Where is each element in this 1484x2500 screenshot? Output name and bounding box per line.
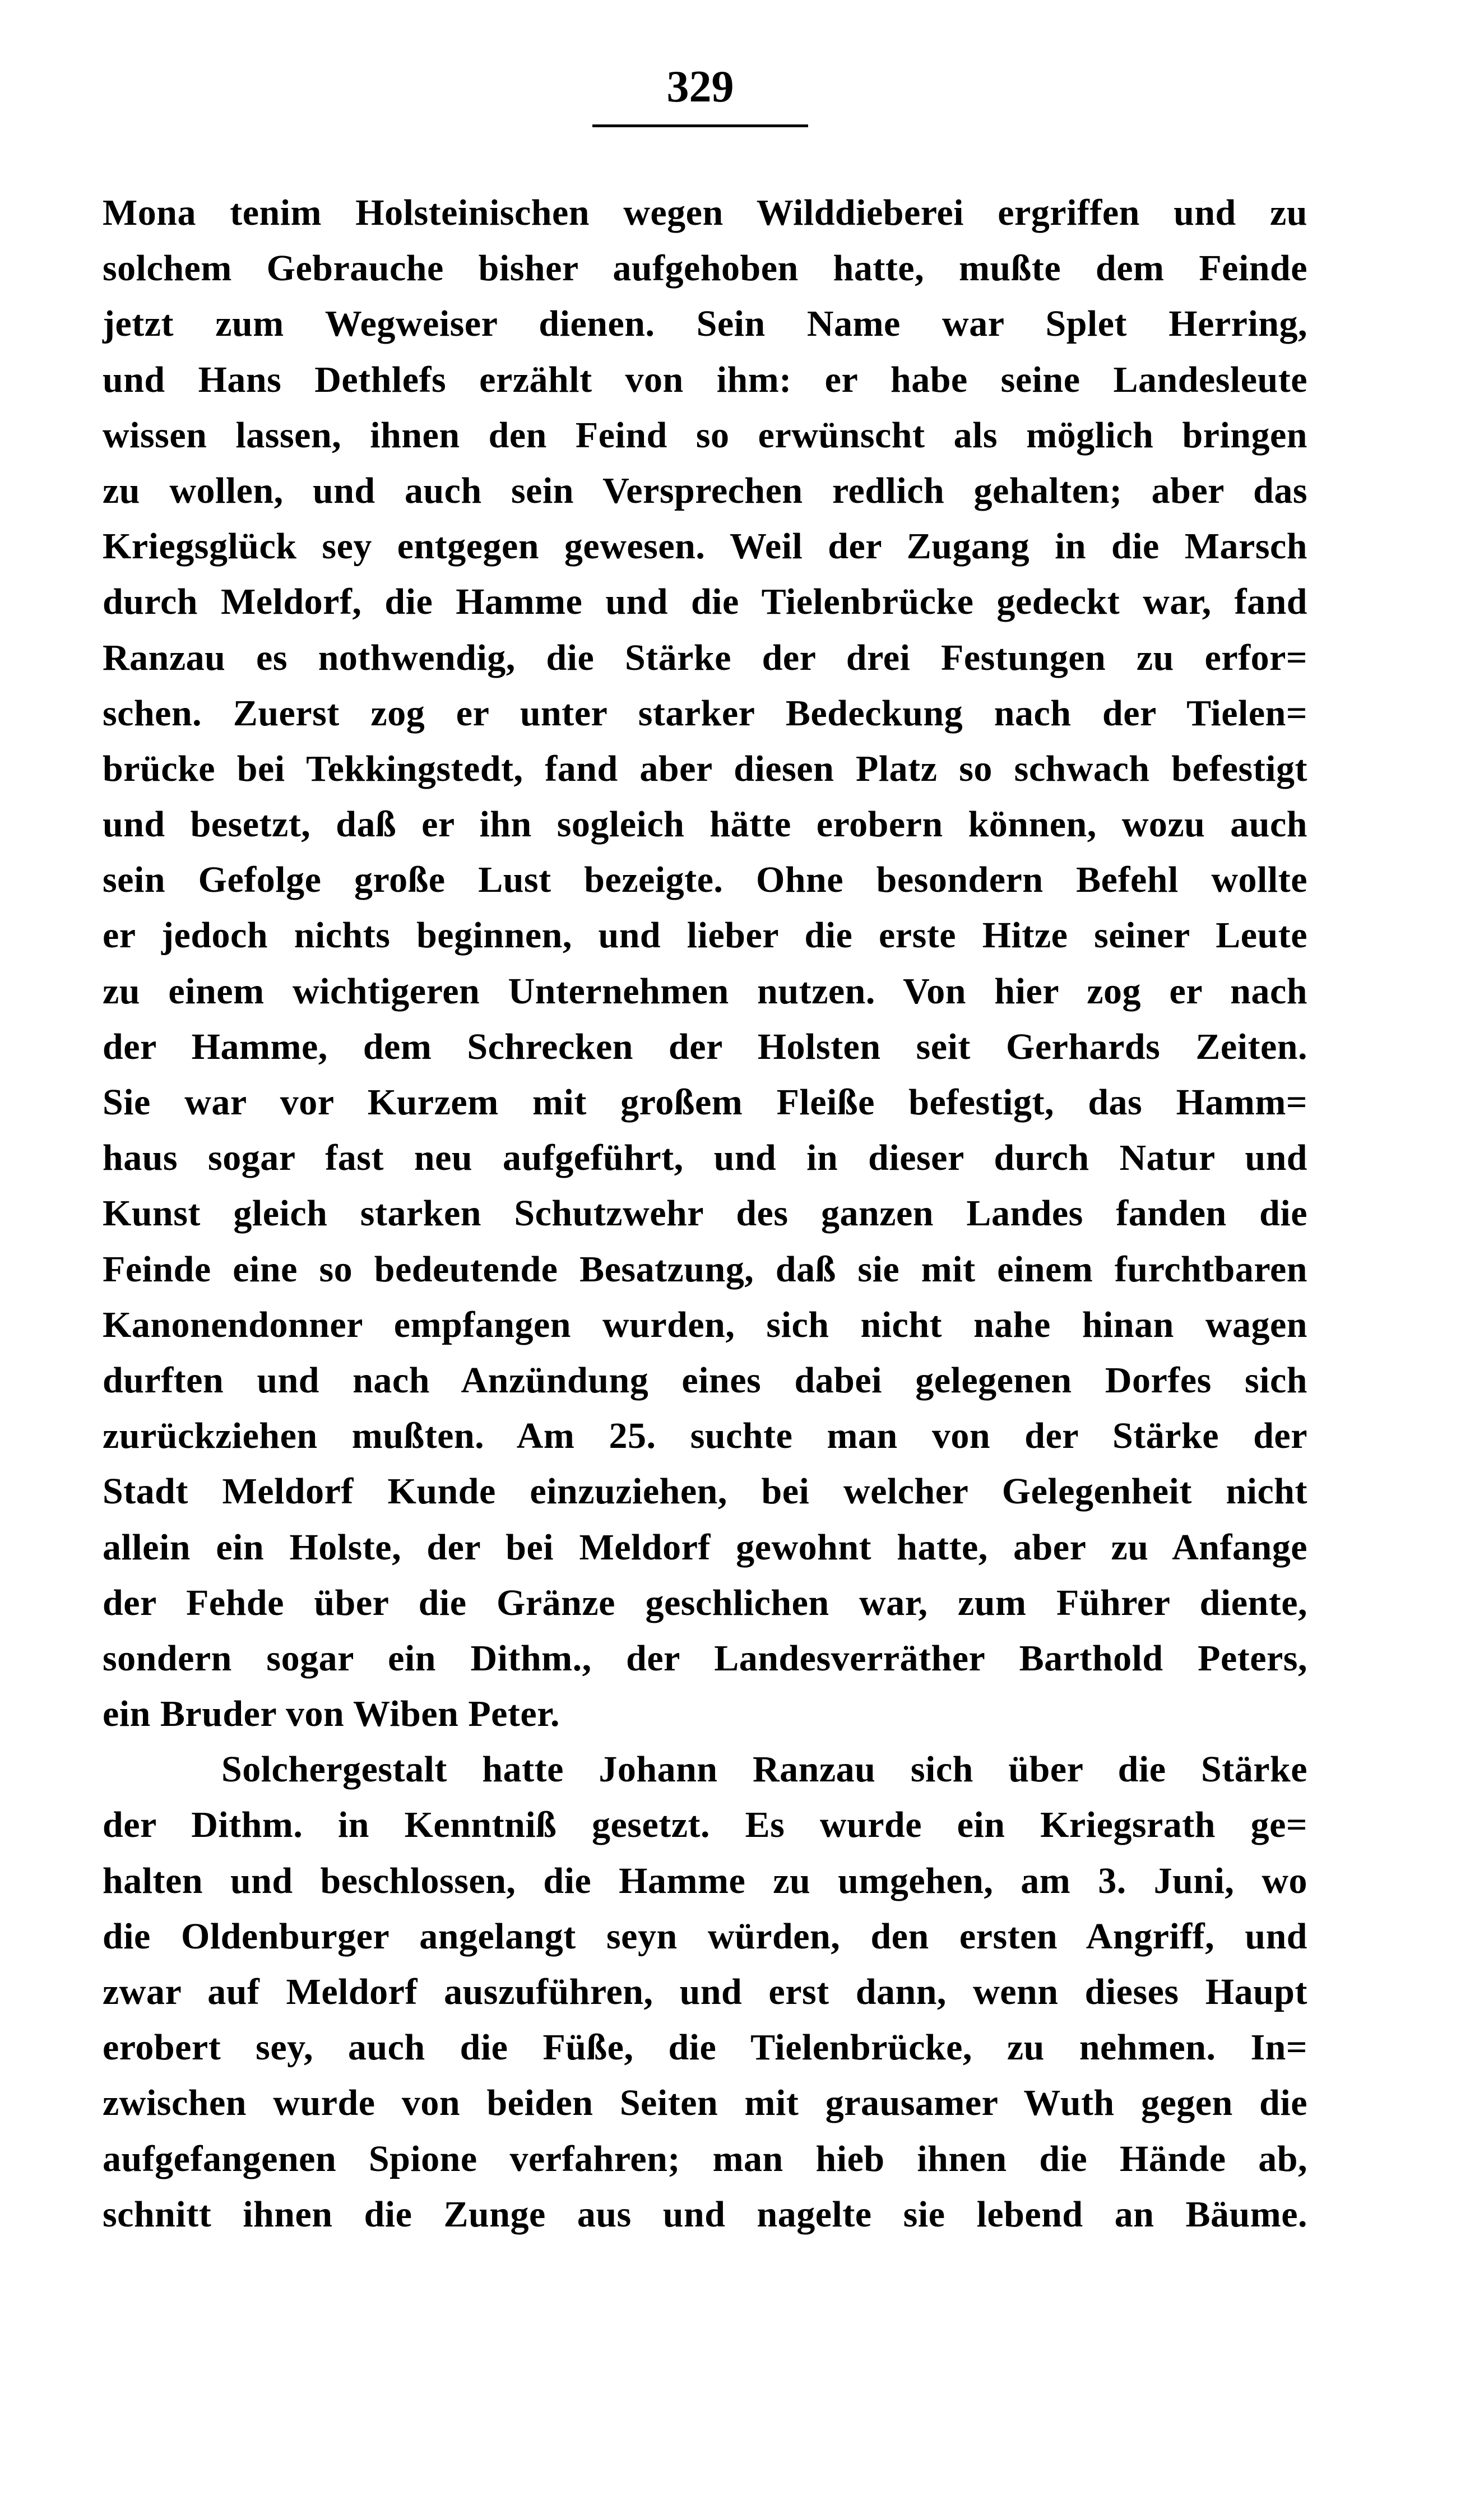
- paragraph-1: [103, 185, 1307, 1742]
- text-line: durften und nach Anzündung eines dabei gelegenen Dorfes sich: [103, 1359, 1307, 1401]
- text-line: jetzt zum Wegweiser dienen. Sein Name war Splet Herring,: [103, 303, 1307, 345]
- text-line: erobert sey, auch die Füße, die Tielenbrücke, zu nehmen. In=: [103, 2027, 1307, 2068]
- text-line: haus sogar fast neu aufgeführt, und in dieser durch Natur und: [103, 1137, 1307, 1179]
- text-line: sein Gefolge große Lust bezeigte. Ohne besondern Befehl wollte: [103, 859, 1307, 901]
- header-rule: [592, 124, 808, 127]
- text-line: Kanonendonner empfangen wurden, sich nicht nahe hinan wagen: [103, 1304, 1307, 1345]
- text-line: aufgefangenen Spione verfahren; man hieb ihnen die Hände ab,: [103, 2138, 1307, 2179]
- text-line: schen. Zuerst zog er unter starker Bedeckung nach der Tielen=: [103, 692, 1307, 734]
- paragraph-2: [103, 1742, 1307, 2242]
- text-line: solchem Gebrauche bisher aufgehoben hatte, mußte dem Feinde: [103, 248, 1307, 289]
- text-line: zurückziehen mußten. Am 25. suchte man von der Stärke der: [103, 1415, 1307, 1457]
- text-line: Mona tenim Holsteinischen wegen Wilddieberei ergriffen und zu: [103, 192, 1307, 233]
- text-line: Solchergestalt hatte Johann Ranzau sich über die Stärke: [221, 1749, 1307, 1790]
- text-line: und besetzt, daß er ihn sogleich hätte erobern können, wozu auch: [103, 804, 1307, 845]
- text-line: er jedoch nichts beginnen, und lieber die erste Hitze seiner Leute: [103, 915, 1307, 956]
- text-line: und Hans Dethlefs erzählt von ihm: er habe seine Landesleute: [103, 359, 1307, 400]
- text-line: sondern sogar ein Dithm., der Landesverräther Barthold Peters,: [103, 1637, 1307, 1679]
- text-line: zwar auf Meldorf auszuführen, und erst dann, wenn dieses Haupt: [103, 1971, 1307, 2012]
- text-line: der Fehde über die Gränze geschlichen war, zum Führer diente,: [103, 1582, 1307, 1623]
- text-line: Sie war vor Kurzem mit großem Fleiße befestigt, das Hamm=: [103, 1082, 1307, 1123]
- text-line: halten und beschlossen, die Hamme zu umgehen, am 3. Juni, wo: [103, 1860, 1307, 1901]
- page-number: 329: [666, 62, 734, 112]
- text-line: die Oldenburger angelangt seyn würden, den ersten Angriff, und: [103, 1915, 1307, 1957]
- text-line: Feinde eine so bedeutende Besatzung, daß sie mit einem furchtbaren: [103, 1248, 1307, 1290]
- text-line: zu wollen, und auch sein Versprechen redlich gehalten; aber das: [103, 470, 1307, 511]
- text-line: zwischen wurde von beiden Seiten mit grausamer Wuth gegen die: [103, 2082, 1307, 2124]
- text-line: Kriegsglück sey entgegen gewesen. Weil der Zugang in die Marsch: [103, 526, 1307, 567]
- text-line: Ranzau es nothwendig, die Stärke der drei Festungen zu erfor=: [103, 637, 1307, 678]
- text-line: zu einem wichtigeren Unternehmen nutzen. Von hier zog er nach: [103, 970, 1307, 1012]
- text-line: der Dithm. in Kenntniß gesetzt. Es wurde ein Kriegsrath ge=: [103, 1804, 1307, 1846]
- body-text: [103, 185, 1307, 2242]
- text-line: ein Bruder von Wiben Peter.: [103, 1693, 560, 1735]
- text-line: der Hamme, dem Schrecken der Holsten seit Gerhards Zeiten.: [103, 1026, 1307, 1067]
- text-line: durch Meldorf, die Hamme und die Tielenbrücke gedeckt war, fand: [103, 581, 1307, 623]
- text-line: Kunst gleich starken Schutzwehr des ganzen Landes fanden die: [103, 1193, 1307, 1234]
- text-line: wissen lassen, ihnen den Feind so erwünscht als möglich bringen: [103, 414, 1307, 456]
- text-line: brücke bei Tekkingstedt, fand aber diesen Platz so schwach befestigt: [103, 748, 1307, 789]
- text-line: allein ein Holste, der bei Meldorf gewohnt hatte, aber zu Anfange: [103, 1526, 1307, 1568]
- text-line: schnitt ihnen die Zunge aus und nagelte sie lebend an Bäume.: [103, 2193, 1307, 2235]
- text-line: Stadt Meldorf Kunde einzuziehen, bei welcher Gelegenheit nicht: [103, 1471, 1307, 1512]
